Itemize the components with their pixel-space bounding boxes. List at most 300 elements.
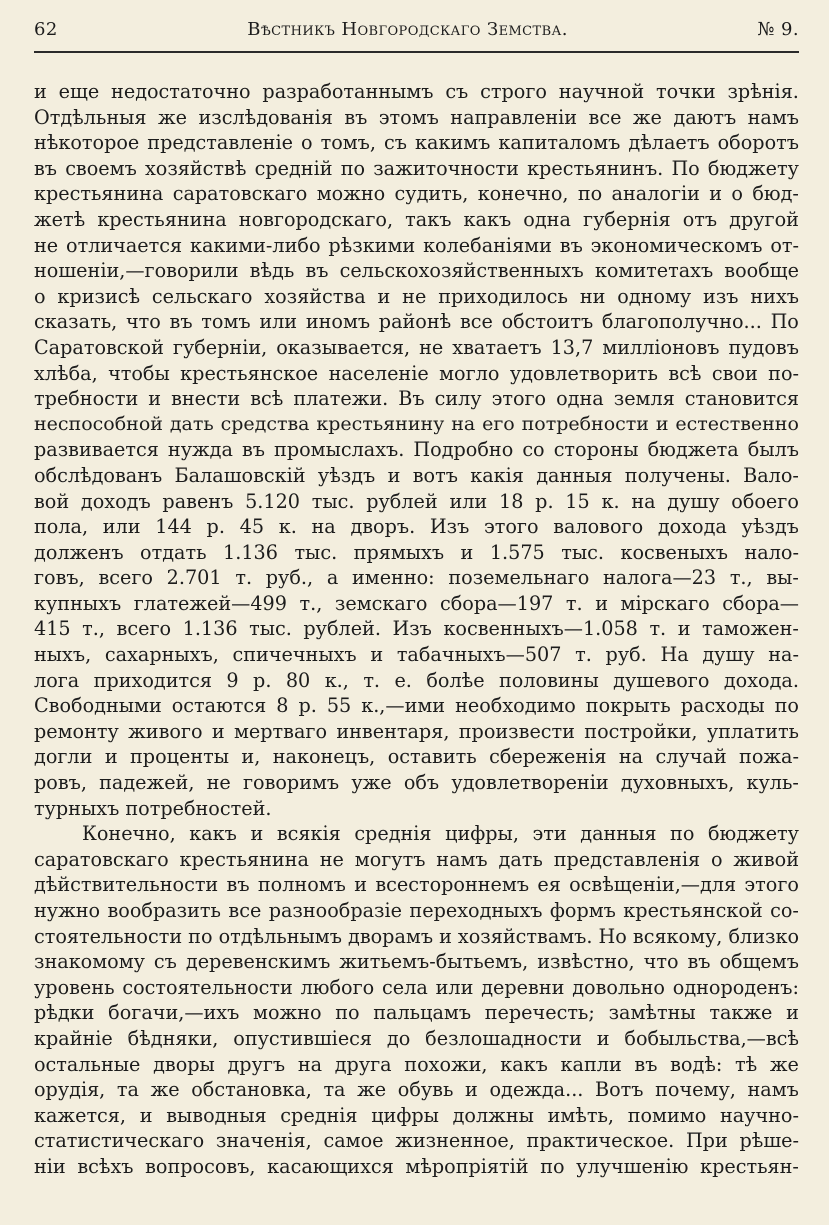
word: экономическомъ [590,233,763,257]
word: колебаніями [423,233,552,257]
word: Балашовскій [174,463,306,487]
word: данныя [580,822,657,846]
word: 415 [34,617,71,641]
word: т., [729,566,753,590]
word: переходныхъ [409,899,543,922]
word: табачныхъ—507 [396,643,562,667]
word: Подробно [413,438,514,462]
word: жетѣ [34,207,86,231]
word: этого [744,873,799,897]
word: по [774,694,799,718]
word: всѣ [250,387,284,411]
word: въ [241,438,265,462]
word: свои [711,361,758,385]
word: нужно [34,899,101,922]
word: остаются [171,694,267,718]
word: и [677,617,691,641]
word: какъ [189,822,237,846]
word: или [449,489,488,513]
word: какія [470,463,524,487]
word: рублей. [303,617,381,641]
word: и [370,643,384,667]
word: т. [565,591,583,615]
word: безлошадности [425,1026,582,1050]
text-line [34,1103,799,1129]
word: а [326,566,339,590]
word: т. [363,668,381,692]
text-line [34,1052,799,1078]
word: сказать, [34,310,118,334]
text-line [34,565,799,591]
word: все [228,899,262,922]
word: куль- [746,771,799,795]
word: какимъ [415,131,491,155]
word: могутъ [354,847,426,871]
text-line [34,258,799,284]
word: населеніе [328,361,429,385]
word: наконецъ, [272,745,376,769]
text-line [34,463,799,489]
word: пальцамъ [373,1001,472,1025]
word: крестьянинъ. [527,156,664,180]
word: душу [702,643,755,667]
word: тыс. [294,540,338,564]
word: к.,—ими [361,694,446,718]
word: силу [434,387,482,411]
word: косвенныхъ—1.058 [443,617,638,641]
word: мѣропріятій [405,1154,529,1178]
word: оборотъ [717,131,799,155]
word: платежи. [293,387,389,411]
word: же [157,105,187,129]
word: дать [169,412,214,435]
page-number: 62 [34,19,58,40]
word: крестьянина [34,182,164,206]
word: своемъ [65,156,137,180]
word: постройки, [584,719,698,743]
word: одна [523,207,571,231]
word: 18 [498,489,524,513]
text-line [34,284,799,310]
word: со [522,438,545,462]
word: все [459,310,493,334]
word: приходилось [438,284,568,308]
word: уѣздъ [741,515,799,539]
word: полномъ [257,873,346,897]
text-line [34,744,799,770]
word: Вотъ [595,1078,644,1102]
text-line [34,386,799,412]
word: на [297,1052,323,1076]
word: обстоитъ [501,310,594,334]
word: не [34,233,59,257]
word: научной [558,80,645,103]
word: также [709,1001,773,1025]
word: крестьян- [700,1154,799,1178]
word: стоятельности [34,924,183,948]
word: строго [480,80,547,103]
word: друга [334,1052,392,1076]
word: и [439,924,452,948]
word: намъ [747,1078,799,1102]
running-header [34,0,799,45]
word: замѣтны [608,1001,696,1025]
word: падежей, [99,771,195,795]
word: же [769,1052,799,1076]
word: районѣ [378,310,452,334]
word: же [150,1078,180,1102]
word: поземельнаго [448,566,590,590]
word: по [188,924,213,948]
word: 2.701 [166,566,222,590]
word: капиталомъ [498,131,621,155]
paragraph-2 [34,821,799,1179]
word: томъ, [320,131,376,155]
word: нѣкоторое [34,131,140,155]
text-line [34,898,799,924]
word: т., [299,591,323,615]
word: болѣе [426,668,485,692]
text-line [34,591,799,617]
word: его [482,412,515,435]
word: въ [226,873,250,897]
word: всѣ [668,361,702,385]
word: т. [575,643,592,667]
word: сбора— [722,591,799,615]
word: даютъ [673,105,737,129]
word: купныхъ [34,591,122,615]
word: е. [394,668,412,692]
word: средства [220,412,310,435]
word: научно- [719,1103,799,1127]
word: вотъ [412,463,458,487]
word: дѣйствительности [34,873,219,897]
word: произвести [458,719,575,743]
word: губернія [583,207,671,231]
word: и [139,1103,153,1127]
word: и, [241,745,261,769]
word: зажиточности [373,156,519,180]
word: приходится [93,668,212,692]
word: дохода [657,515,727,539]
text-line [34,335,799,361]
word: и [709,182,723,206]
word: дворы [153,1052,215,1076]
word: Свободными [34,694,162,718]
word: пола, [34,515,89,539]
word: всего [98,566,153,590]
word: уже [351,771,392,795]
word: и [250,822,264,846]
word: по [335,1001,360,1025]
word: все [588,105,622,129]
word: конечно, [477,182,569,206]
word: довольно [572,975,665,999]
word: одна [556,387,604,411]
word: Вало- [743,463,799,487]
word: сельскаго [151,284,253,308]
word: 55 [326,694,352,718]
word: живого [128,719,203,743]
word: ни [579,284,606,308]
word: житьемъ-бытьемъ, [339,950,529,974]
text-line [34,1128,799,1154]
word: не [402,284,427,308]
word: такъ [405,207,452,231]
text-line [34,1000,799,1026]
word: Въ [398,387,425,411]
word: душевого [613,668,710,692]
word: саратовскаго [172,182,308,206]
word: удовлетвореніи [451,771,609,795]
word: естественно [675,412,799,435]
word: эти [532,822,567,846]
word: объ [403,771,440,795]
word: должны [452,1103,534,1127]
word: мертваго [234,719,328,743]
word: прямыхъ [353,540,445,564]
word: перечесть; [484,1001,595,1025]
word: разработаннымъ [262,80,434,103]
word: 13,7 [550,335,594,359]
word: нихъ [750,284,799,308]
issue-number: № 9. [757,19,799,40]
word: обувь [397,1078,454,1102]
text-line [34,361,799,387]
word: догли [34,745,93,769]
word: тыс. [561,540,604,564]
word: отъ [682,207,718,231]
word: водѣ: [670,1052,723,1076]
text-line [34,1026,799,1052]
word: р. [298,694,317,718]
word: р. [253,668,272,692]
word: расходы [680,694,765,718]
word: не [319,847,344,871]
word: богачи,—ихъ [108,1001,240,1025]
word: улучшенію [576,1154,689,1178]
word: именно: [351,566,435,590]
word: о [710,847,723,871]
text-line [34,1154,799,1180]
word: рѣдки [34,1001,95,1025]
word: мірскаго [620,591,710,615]
word: необходимо [455,694,576,718]
word: въ [169,310,193,334]
word: кажется, [34,1103,127,1127]
word: и [596,1026,610,1050]
word: благополучно... [601,310,762,334]
word: деревенскимъ [185,950,331,974]
word: и [465,1078,478,1102]
word: же [632,105,662,129]
word: въ [634,1052,658,1076]
word: самое [323,1129,384,1153]
word: сахарныхъ, [104,643,219,667]
word: значенія, [215,1129,312,1153]
word: что [643,950,679,974]
word: оказывается, [276,335,411,359]
text-line [34,514,799,540]
word: т., [82,617,105,641]
text-line [34,719,799,745]
word: инвентаря, [336,719,450,743]
word: вообще [724,259,799,283]
word: сбереженія [489,745,607,769]
word: помимо [627,1103,707,1127]
word: въ [305,259,329,283]
word: сельскохозяйственныхъ [339,259,584,283]
word: съ [445,80,469,103]
word: ремонту [34,719,119,743]
word: другъ [227,1052,286,1076]
text-line [34,309,799,335]
word: дохода. [723,668,799,692]
word: от- [770,233,799,257]
word: съ [384,131,407,155]
word: ніи [34,1154,66,1178]
word: разнообразіе [268,899,403,922]
word: вообразить [107,899,221,922]
word: какъ [500,1052,548,1076]
word: отдать [140,540,207,564]
word: руб., [265,566,314,590]
word: ныхъ, [34,643,92,667]
word: душу [667,489,720,513]
text-line [34,437,799,463]
word: По [671,156,700,180]
word: остальные [34,1052,141,1076]
word: о [731,182,743,206]
word: хлѣба, [34,361,98,385]
word: Отдѣльныя [34,105,147,129]
word: судить, [394,182,469,206]
word: и [354,873,367,897]
word: получены. [624,463,731,487]
text-line [34,233,799,259]
word: рѣше- [739,1129,799,1153]
word: почему, [655,1078,736,1102]
word: бюджета [647,438,739,462]
word: не [419,335,444,359]
text-line [34,924,799,950]
word: намъ [436,847,488,871]
word: и [377,284,391,308]
word: одному [617,284,692,308]
text-line [34,949,799,975]
word: среднія [354,822,432,846]
word: земля [613,387,675,411]
word: тыс. [311,489,355,513]
word: всестороннемъ [375,873,530,897]
word: крайніе [34,1026,113,1050]
word: на [618,745,644,769]
word: 1.575 [489,540,545,564]
word: крестьянской [623,899,763,922]
text-line [34,693,799,719]
word: по [540,1154,565,1178]
word: дѣлаетъ [628,131,710,155]
word: освѣщеніи,—для [569,873,737,897]
text-line [34,156,799,182]
word: похожи, [404,1052,488,1076]
word: изслѣдованія [198,105,333,129]
word: касающихся [267,1154,394,1178]
word: При [685,1129,728,1153]
word: бюджету [707,822,799,846]
word: бѣдняки, [127,1026,219,1050]
word: всякому, [632,924,723,948]
word: цифры [371,1103,439,1127]
text-line [34,207,799,233]
word: дать [498,847,543,871]
text-line [34,412,799,438]
word: и [34,80,47,103]
word: извѣстно, [537,950,635,974]
word: 1.136 [223,540,278,564]
word: близко [728,924,799,948]
word: стороны [553,438,639,462]
word: 45 [239,515,265,539]
word: отдѣльнымъ [218,924,342,948]
word: и [148,387,162,411]
word: вопросовъ, [145,1154,256,1178]
text-line [34,181,799,207]
word: и [786,1001,799,1025]
word: обоего [731,489,799,513]
word: дворъ. [350,515,416,539]
word: становится [684,387,799,411]
text-line [34,847,799,873]
word: орудія, [34,1078,106,1102]
text-line: турныхъ потребностей. [34,796,272,820]
word: 9 [226,668,239,692]
word: спичечныхъ [232,643,357,667]
word: губерніи, [172,335,268,359]
word: 80 [285,668,311,692]
word: 5.120 [245,489,300,513]
word: тыс. [249,617,292,641]
text-line [34,489,799,515]
word: бобыльства,—всѣ [624,1026,799,1050]
word: крестьянина [179,847,309,871]
word: въ [687,950,711,974]
word: хватаетъ [452,335,542,359]
word: т. [235,566,253,590]
word: обслѣдованъ [34,463,163,487]
word: вѣдь [249,259,295,283]
word: проценты [130,745,230,769]
word: к., [324,668,349,692]
word: Саратовской [34,335,164,359]
word: точки [655,80,716,103]
word: иномъ [305,310,371,334]
word: или [259,310,298,334]
word: уплатить [706,719,799,743]
word: опустившіеся [233,1026,373,1050]
text-line [34,130,799,156]
word: другой [729,207,799,231]
word: пожа- [739,745,799,769]
word: намъ [747,105,799,129]
paragraph-1 [34,79,799,821]
text-line [34,616,799,642]
word: можно [316,182,386,206]
word: данныя [536,463,613,487]
journal-title: Вѣстникъ Новгородскаго Земства. [247,19,568,40]
word: оставить [387,745,477,769]
word: требности [34,387,139,411]
